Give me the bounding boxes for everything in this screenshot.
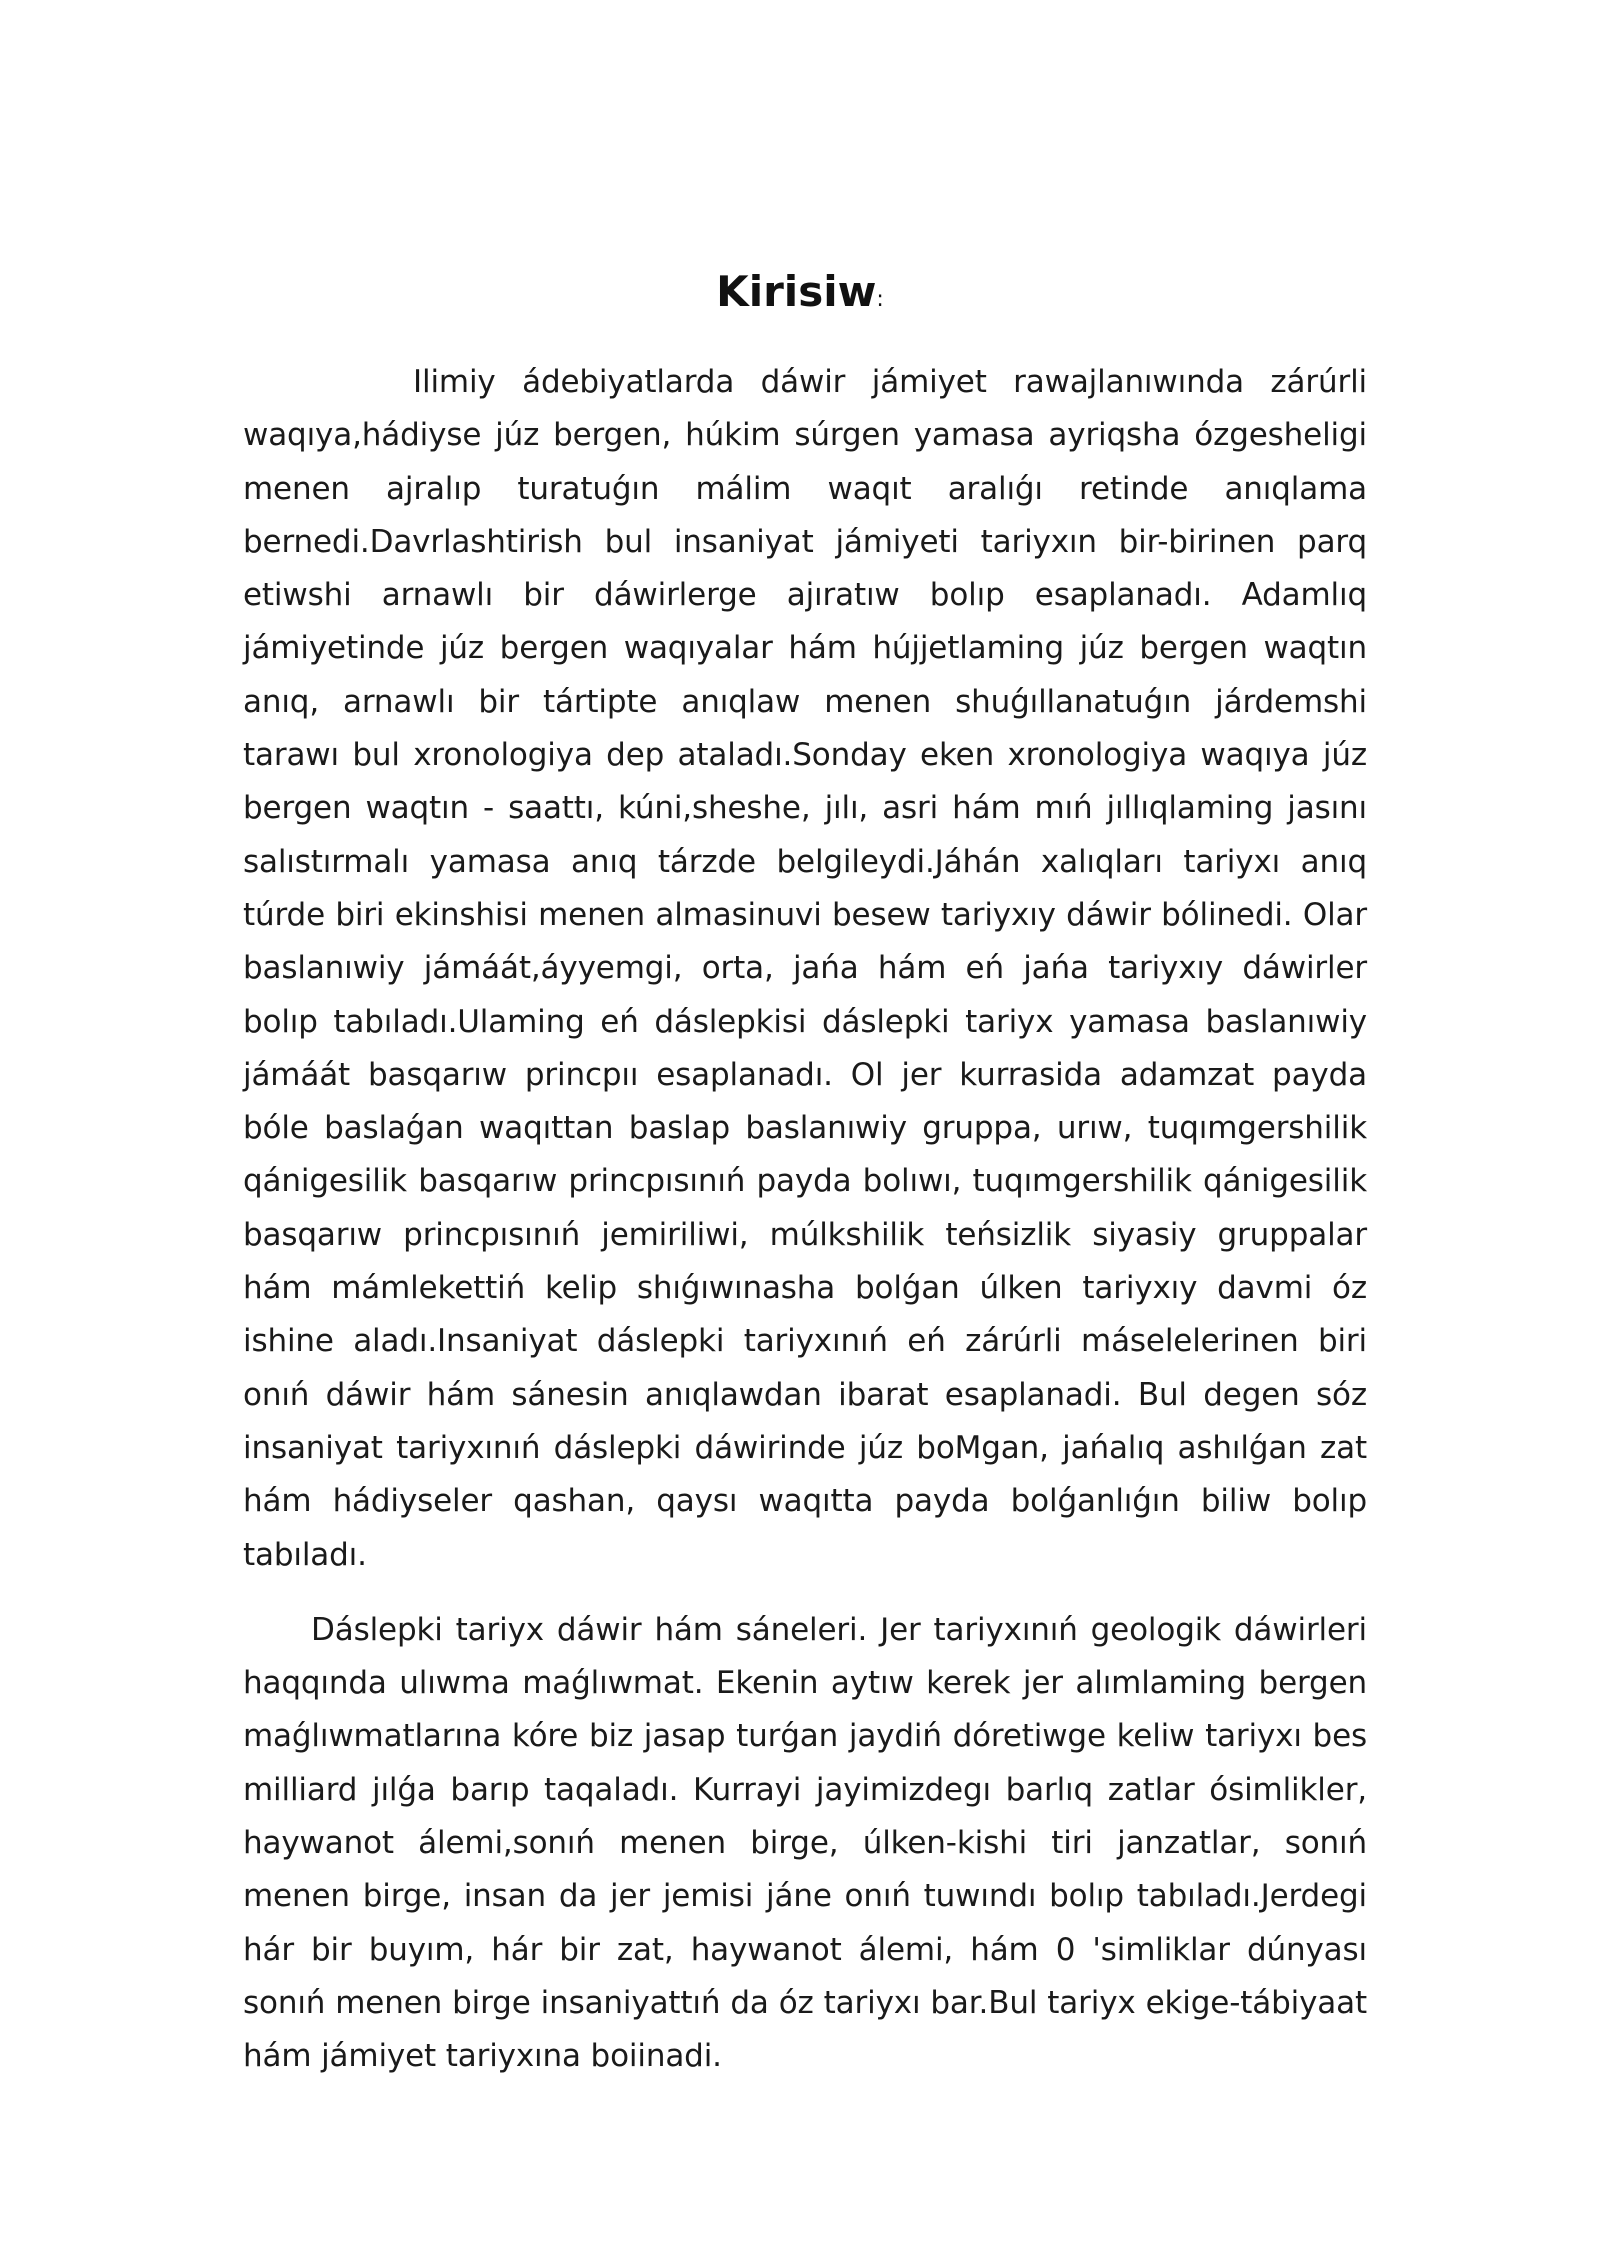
page-title: Kirisiw — [716, 267, 877, 316]
document-body — [243, 356, 1367, 2084]
paragraph-early-history: Dáslepki tariyx dáwir hám sáneleri. Jer tariyxınıń geologik dáwirleri haqqında ulıwma maǵlıwmat. Ekenin aytıw kerek jer alımlaming bergen maǵlıwmatlarına kóre biz jasap turǵan jaydiń dóretiwge keliw tariyxı bes milliard jılǵa barıp taqaladı. Kurrayi jayimizdegı barlıq zatlar ósimlikler, haywanot álemi,sonıń menen birge, úlken-kishi tiri janzatlar, sonıń menen birge, insan da jer jemisi jáne onıń tuwındı bolıp tabıladı.Jerdegi hár bir buyım, hár bir zat, haywanot álemi, hám 0 'simliklar dúnyası sonıń menen birge insaniyattıń da óz tariyxı bar.Bul tariyx ekige-tábiyaat hám jámiyet tariyxına boiinadi. — [243, 1611, 1367, 2075]
title-line — [0, 262, 1600, 331]
paragraph-intro: Ilimiy ádebiyatlarda dáwir jámiyet rawajlanıwında zárúrli waqıya,hádiyse júz bergen, húkim súrgen yamasa ayriqsha ózgesheligi menen ajralıp turatuǵın málim waqıt aralıǵı retinde anıqlama bernedi.Davrlashtirish bul insaniyat jámiyeti tariyxın bir-birinen parq etiwshi arnawlı bir dáwirlerge ajıratıw bolıp esaplanadı. Adamlıq jámiyetinde júz bergen waqıyalar hám hújjetlaming júz bergen waqtın anıq, arnawlı bir tártipte anıqlaw menen shuǵıllanatuǵın járdemshi tarawı bul xronologiya dep ataladı.Sonday eken xronologiya waqıya júz bergen waqtın - saattı, kúni,sheshe, jılı, asri hám mıń jıllıqlaming jasını salıstırmalı yamasa anıq tárzde belgileydi.Jáhán xalıqları tariyxı anıq túrde biri ekinshisi menen almasinuvi besew tariyxıy dáwir bólinedi. Olar baslanıwiy jámáát,áyyemgi, orta, jańa hám eń jańa tariyxıy dáwirler bolıp tabıladı.Ulaming eń dáslepkisi dáslepki tariyx yamasa baslanıwiy jámáát basqarıw princpıı esaplanadı. Ol jer kurrasida adamzat payda bóle baslaǵan waqıttan baslap baslanıwiy gruppa, urıw, tuqımgershilik qánigesilik basqarıw princpısınıń payda bolıwı, tuqımgershilik qánigesilik basqarıw princpısınıń jemiriliwi, múlkshilik teńsizlik siyasiy gruppalar hám mámlekettiń kelip shıǵıwınasha bolǵan úlken tariyxıy davmi óz ishine aladı.Insaniyat dáslepki tariyxınıń eń zárúrli máselelerinen biri onıń dáwir hám sánesin anıqlawdan ibarat esaplanadi. Bul degen sóz insaniyat tariyxınıń dáslepki dáwirinde júz boMgan, jańalıq ashılǵan zat hám hádiyseler qashan, qaysı waqıtta payda bolǵanlıǵın biliw bolıp tabıladı. — [243, 364, 1367, 1573]
title-colon: : — [876, 287, 884, 312]
